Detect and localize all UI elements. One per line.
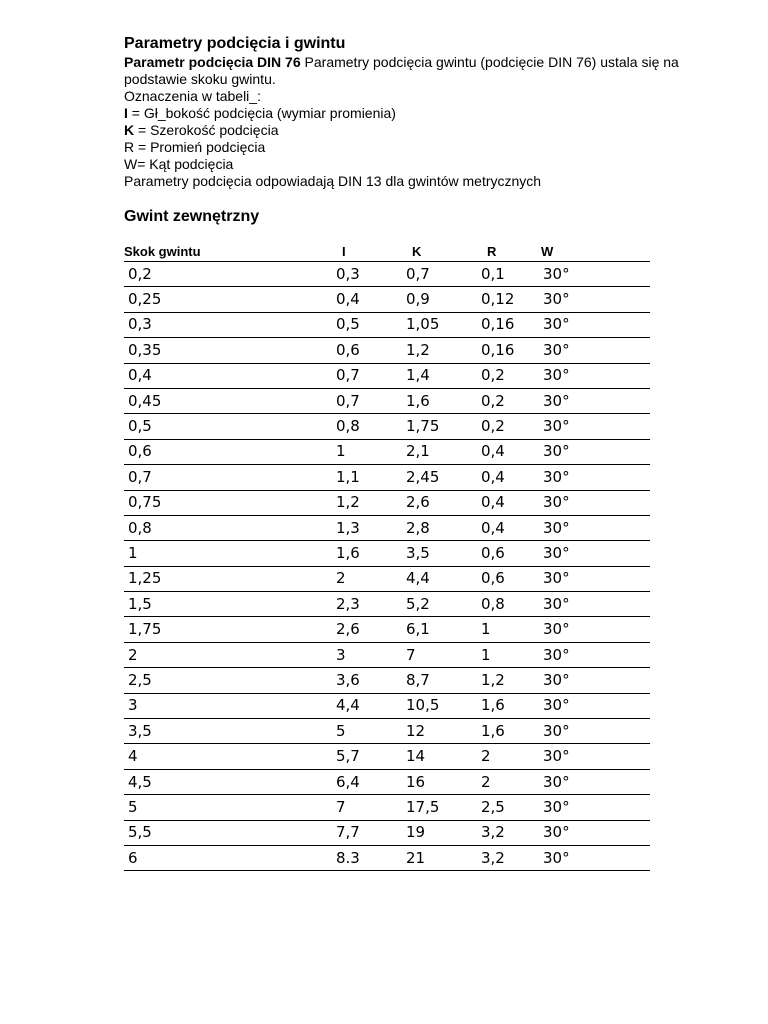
table-row: [124, 515, 650, 540]
table-row: [124, 414, 650, 439]
cell-i: 1: [332, 439, 402, 464]
cell-w: 30°: [541, 490, 650, 515]
table-row: [124, 744, 650, 769]
cell-w: 30°: [541, 617, 650, 642]
table-row: [124, 719, 650, 744]
table-row: [124, 592, 650, 617]
legend-key: W: [124, 156, 138, 172]
cell-r: 1: [477, 617, 541, 642]
cell-w: 30°: [541, 388, 650, 413]
cell-i: 4,4: [332, 693, 402, 718]
cell-r: 2: [477, 769, 541, 794]
cell-k: 7: [402, 642, 477, 667]
cell-i: 6,4: [332, 769, 402, 794]
cell-skok-gwintu: 1: [124, 541, 332, 566]
legend-item: [124, 122, 694, 139]
cell-i: 5,7: [332, 744, 402, 769]
cell-r: 0,2: [477, 363, 541, 388]
cell-w: 30°: [541, 566, 650, 591]
cell-i: 8.3: [332, 845, 402, 870]
cell-k: 1,05: [402, 312, 477, 337]
header-skok-gwintu: Skok gwintu: [124, 242, 332, 262]
cell-skok-gwintu: 0,7: [124, 465, 332, 490]
cell-skok-gwintu: 0,5: [124, 414, 332, 439]
cell-i: 0,6: [332, 338, 402, 363]
cell-skok-gwintu: 3: [124, 693, 332, 718]
cell-i: 1,2: [332, 490, 402, 515]
cell-w: 30°: [541, 414, 650, 439]
table-row: [124, 845, 650, 870]
cell-k: 8,7: [402, 668, 477, 693]
cell-k: 1,2: [402, 338, 477, 363]
cell-w: 30°: [541, 592, 650, 617]
legend-key: R: [124, 139, 135, 155]
table-header-row: [124, 242, 650, 262]
cell-r: 3,2: [477, 845, 541, 870]
cell-skok-gwintu: 0,8: [124, 515, 332, 540]
cell-skok-gwintu: 6: [124, 845, 332, 870]
cell-k: 10,5: [402, 693, 477, 718]
cell-skok-gwintu: 0,3: [124, 312, 332, 337]
cell-skok-gwintu: 0,35: [124, 338, 332, 363]
cell-i: 0,7: [332, 363, 402, 388]
table-row: [124, 668, 650, 693]
cell-w: 30°: [541, 515, 650, 540]
cell-w: 30°: [541, 262, 650, 287]
cell-r: 0,2: [477, 414, 541, 439]
cell-skok-gwintu: 4,5: [124, 769, 332, 794]
cell-w: 30°: [541, 744, 650, 769]
cell-i: 0,4: [332, 287, 402, 312]
cell-skok-gwintu: 2,5: [124, 668, 332, 693]
cell-w: 30°: [541, 439, 650, 464]
cell-w: 30°: [541, 820, 650, 845]
cell-w: 30°: [541, 338, 650, 363]
table-row: [124, 693, 650, 718]
cell-skok-gwintu: 5,5: [124, 820, 332, 845]
table-row: [124, 795, 650, 820]
table-row: [124, 439, 650, 464]
cell-k: 4,4: [402, 566, 477, 591]
cell-i: 3: [332, 642, 402, 667]
cell-i: 1,3: [332, 515, 402, 540]
cell-skok-gwintu: 3,5: [124, 719, 332, 744]
cell-w: 30°: [541, 465, 650, 490]
cell-r: 0,8: [477, 592, 541, 617]
cell-r: 0,16: [477, 312, 541, 337]
legend-text: = Szerokość podcięcia: [134, 122, 279, 138]
cell-k: 1,4: [402, 363, 477, 388]
cell-r: 0,4: [477, 490, 541, 515]
table-row: [124, 566, 650, 591]
cell-i: 0,5: [332, 312, 402, 337]
cell-r: 3,2: [477, 820, 541, 845]
cell-r: 1,6: [477, 719, 541, 744]
cell-skok-gwintu: 0,6: [124, 439, 332, 464]
cell-i: 2,3: [332, 592, 402, 617]
table-row: [124, 388, 650, 413]
cell-r: 1,6: [477, 693, 541, 718]
header-w: W: [541, 242, 650, 262]
cell-i: 0,3: [332, 262, 402, 287]
header-i: I: [332, 242, 402, 262]
cell-r: 0,4: [477, 439, 541, 464]
table-row: [124, 769, 650, 794]
din-note: Parametry podcięcia odpowiadają DIN 13 dla gwintów metrycznych: [124, 173, 542, 189]
cell-r: 2,5: [477, 795, 541, 820]
cell-skok-gwintu: 0,2: [124, 262, 332, 287]
legend-item: [124, 156, 694, 173]
cell-r: 2: [477, 744, 541, 769]
cell-k: 3,5: [402, 541, 477, 566]
legend-text: = Kąt podcięcia: [137, 156, 234, 172]
legend-key: I: [124, 105, 128, 121]
cell-i: 0,8: [332, 414, 402, 439]
table-row: [124, 338, 650, 363]
parameters-table: [124, 242, 650, 871]
cell-k: 12: [402, 719, 477, 744]
cell-i: 5: [332, 719, 402, 744]
cell-w: 30°: [541, 719, 650, 744]
cell-w: 30°: [541, 845, 650, 870]
intro-lead-text: Parametry podcięcia gwintu (podcięcie DIN 76) ustala się na podstawie skoku gwintu.: [124, 54, 679, 87]
document-body: [124, 34, 694, 227]
table-row: [124, 363, 650, 388]
cell-w: 30°: [541, 312, 650, 337]
cell-skok-gwintu: 0,25: [124, 287, 332, 312]
cell-k: 21: [402, 845, 477, 870]
cell-r: 0,6: [477, 541, 541, 566]
cell-r: 0,2: [477, 388, 541, 413]
cell-i: 7: [332, 795, 402, 820]
cell-w: 30°: [541, 769, 650, 794]
legend-key: K: [124, 122, 135, 138]
cell-w: 30°: [541, 795, 650, 820]
cell-r: 0,4: [477, 515, 541, 540]
cell-k: 2,6: [402, 490, 477, 515]
table-row: [124, 820, 650, 845]
table-row: [124, 312, 650, 337]
cell-skok-gwintu: 1,5: [124, 592, 332, 617]
table-row: [124, 617, 650, 642]
cell-r: 0,6: [477, 566, 541, 591]
intro-bold-lead: Parametr podcięcia DIN 76: [124, 54, 301, 70]
cell-w: 30°: [541, 363, 650, 388]
cell-skok-gwintu: 4: [124, 744, 332, 769]
intro-paragraph: [124, 54, 694, 88]
table-row: [124, 287, 650, 312]
cell-skok-gwintu: 0,45: [124, 388, 332, 413]
cell-k: 2,1: [402, 439, 477, 464]
page-title: Parametry podcięcia i gwintu: [124, 35, 346, 52]
section-title: Gwint zewnętrzny: [124, 208, 260, 225]
cell-skok-gwintu: 1,25: [124, 566, 332, 591]
cell-i: 7,7: [332, 820, 402, 845]
cell-i: 3,6: [332, 668, 402, 693]
legend-heading: Oznaczenia w tabeli_:: [124, 88, 261, 104]
cell-k: 16: [402, 769, 477, 794]
cell-skok-gwintu: 2: [124, 642, 332, 667]
cell-w: 30°: [541, 693, 650, 718]
cell-r: 0,12: [477, 287, 541, 312]
cell-w: 30°: [541, 642, 650, 667]
cell-r: 0,1: [477, 262, 541, 287]
cell-k: 1,75: [402, 414, 477, 439]
table-body: [124, 262, 650, 871]
header-k: K: [402, 242, 477, 262]
cell-k: 19: [402, 820, 477, 845]
cell-skok-gwintu: 0,4: [124, 363, 332, 388]
legend-list: [124, 105, 694, 173]
cell-r: 1: [477, 642, 541, 667]
cell-i: 2: [332, 566, 402, 591]
legend-item: [124, 105, 694, 122]
cell-r: 0,16: [477, 338, 541, 363]
header-r: R: [477, 242, 541, 262]
table-row: [124, 642, 650, 667]
legend-text: = Promień podcięcia: [134, 139, 266, 155]
cell-w: 30°: [541, 668, 650, 693]
table-row: [124, 465, 650, 490]
table-row: [124, 262, 650, 287]
cell-i: 1,6: [332, 541, 402, 566]
cell-k: 14: [402, 744, 477, 769]
cell-k: 2,8: [402, 515, 477, 540]
cell-k: 1,6: [402, 388, 477, 413]
cell-w: 30°: [541, 541, 650, 566]
cell-w: 30°: [541, 287, 650, 312]
cell-k: 6,1: [402, 617, 477, 642]
table-row: [124, 490, 650, 515]
cell-k: 17,5: [402, 795, 477, 820]
cell-k: 5,2: [402, 592, 477, 617]
cell-k: 0,7: [402, 262, 477, 287]
cell-k: 2,45: [402, 465, 477, 490]
cell-i: 1,1: [332, 465, 402, 490]
table-row: [124, 541, 650, 566]
legend-text: = Gł_bokość podcięcia (wymiar promienia): [127, 105, 396, 121]
cell-skok-gwintu: 0,75: [124, 490, 332, 515]
cell-k: 0,9: [402, 287, 477, 312]
cell-r: 1,2: [477, 668, 541, 693]
cell-i: 0,7: [332, 388, 402, 413]
cell-i: 2,6: [332, 617, 402, 642]
cell-r: 0,4: [477, 465, 541, 490]
cell-skok-gwintu: 1,75: [124, 617, 332, 642]
cell-skok-gwintu: 5: [124, 795, 332, 820]
legend-item: [124, 139, 694, 156]
